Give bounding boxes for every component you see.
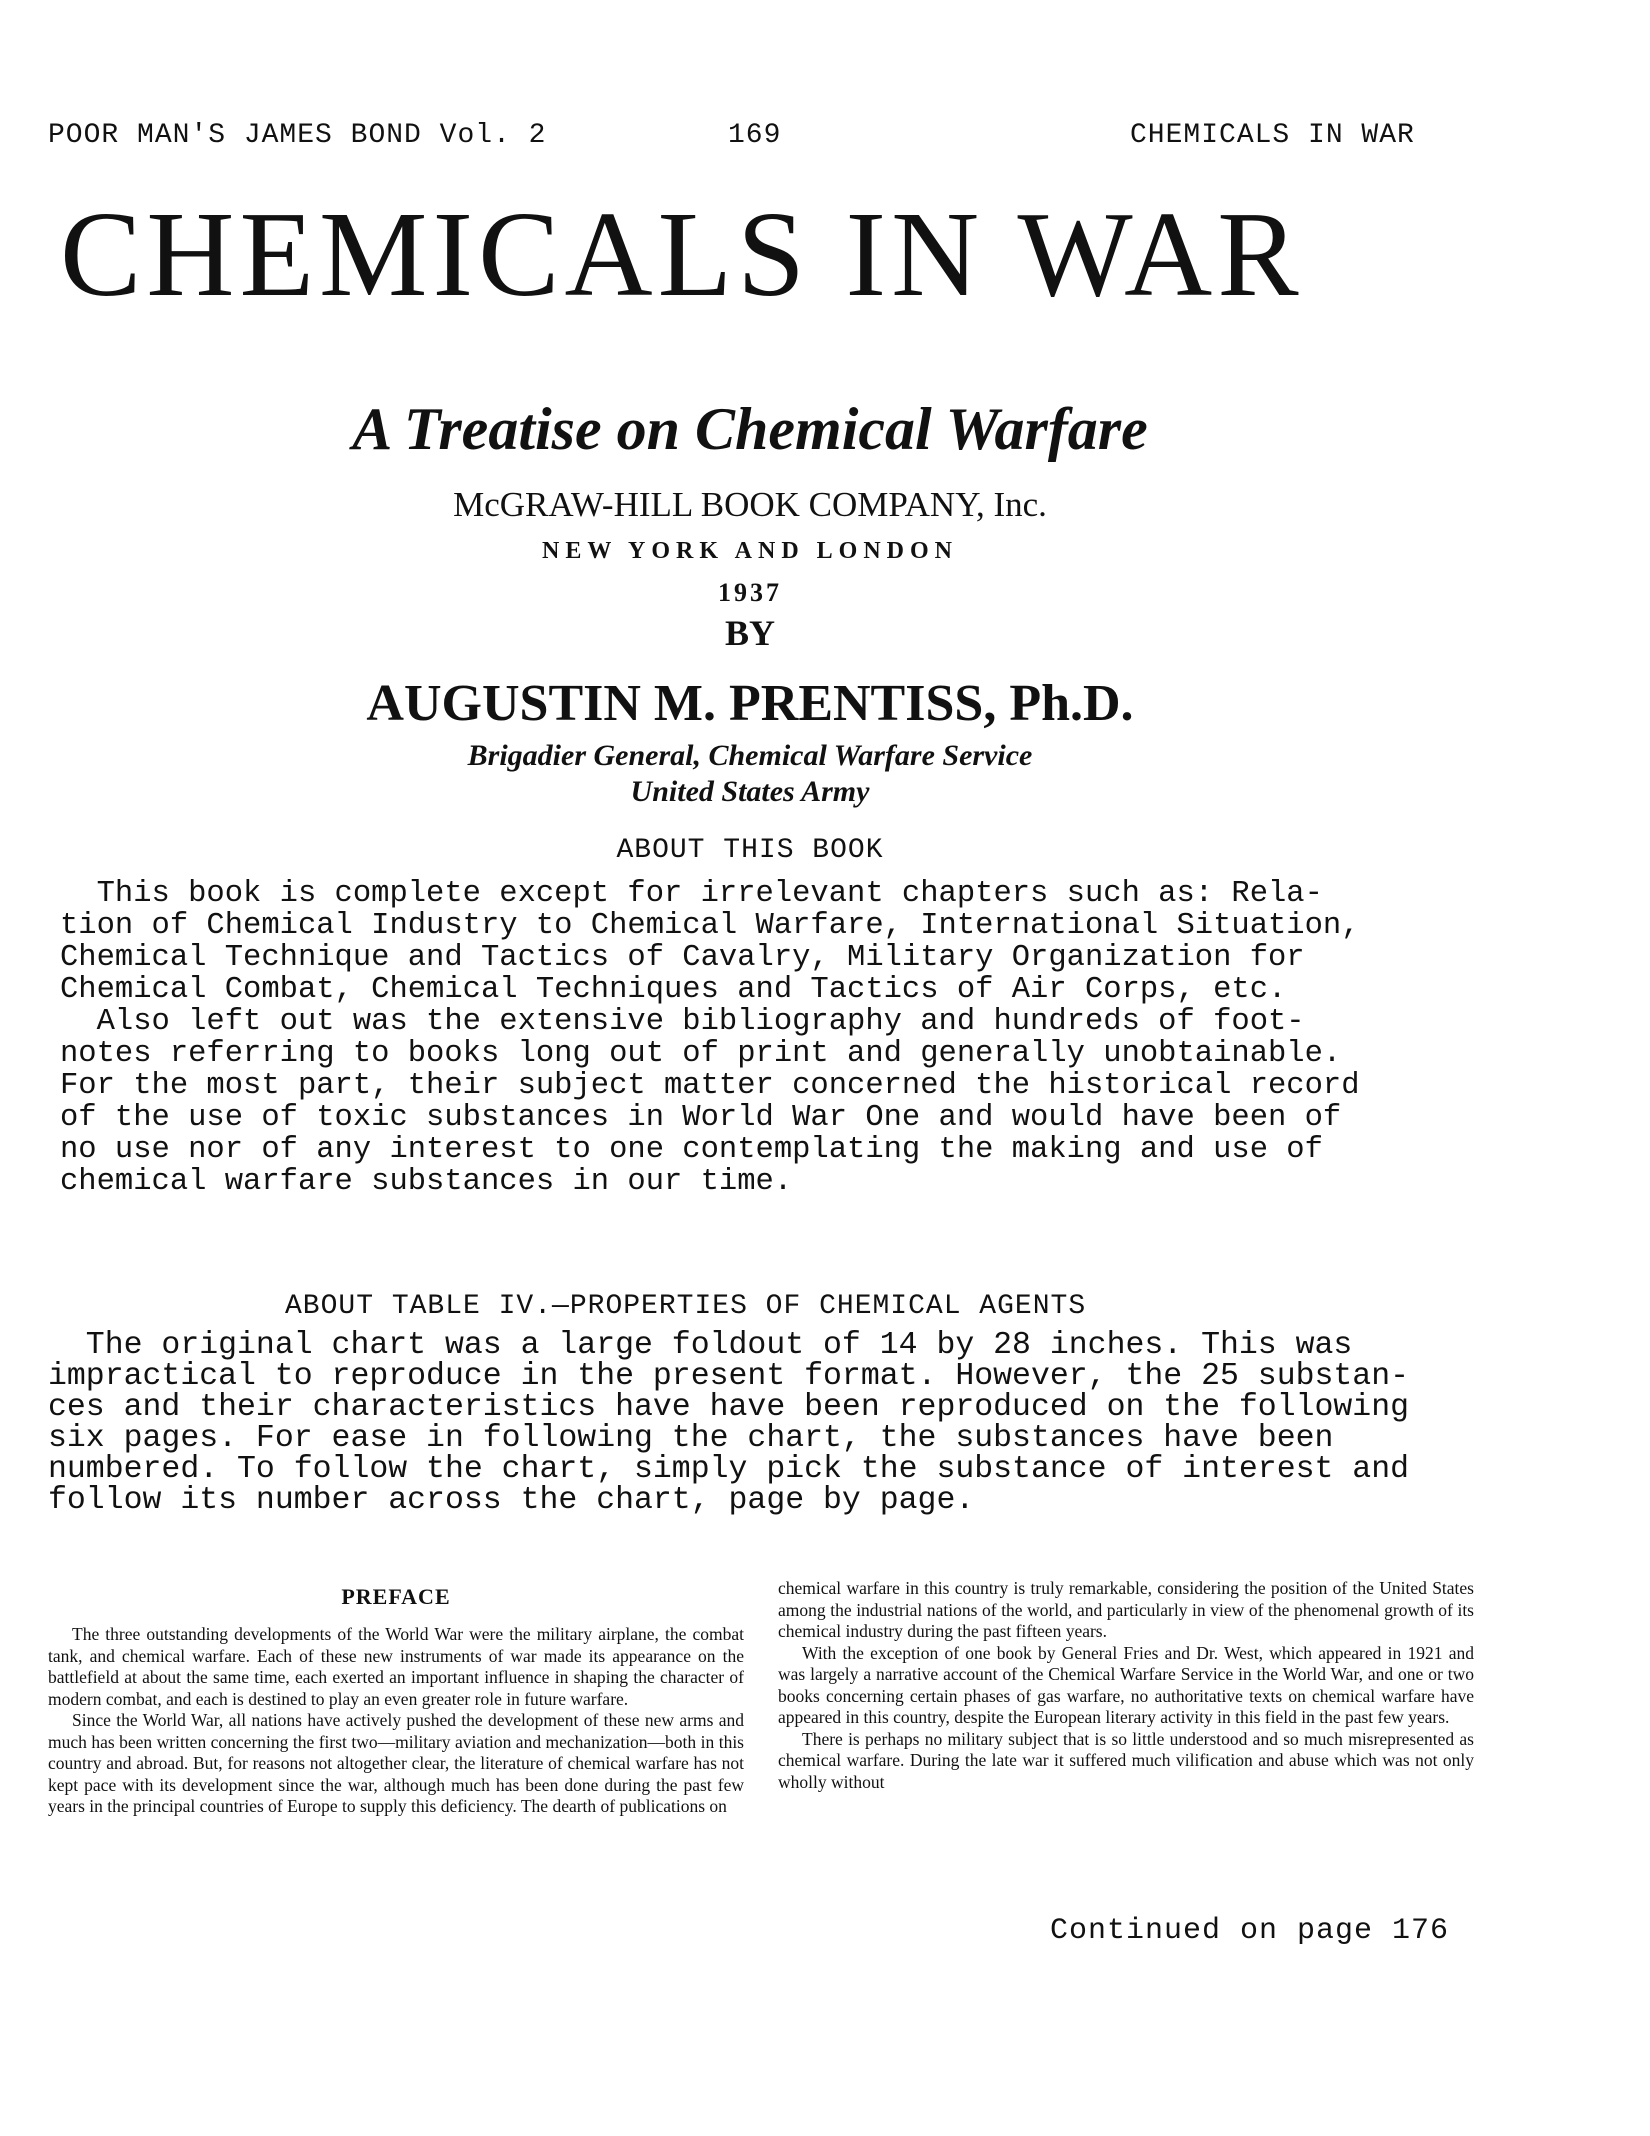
about-book-line: Also left out was the extensive bibliography and hundreds of foot- [60, 1005, 1305, 1039]
publication-year: 1937 [718, 578, 782, 607]
about-book-line: no use nor of any interest to one contemplating the making and use of [60, 1133, 1323, 1167]
continued-note: Continued on page 176 [1050, 1914, 1450, 1948]
publisher: McGRAW-HILL BOOK COMPANY, Inc. [453, 485, 1047, 524]
preface-heading: PREFACE [341, 1584, 451, 1609]
main-title: CHEMICALS IN WAR [60, 187, 1304, 322]
about-book-heading: ABOUT THIS BOOK [616, 835, 884, 866]
running-header-right: CHEMICALS IN WAR [1130, 120, 1415, 151]
preface-paragraph: The three outstanding developments of the World War were the military airplane, the combat tank, and chemical warfare. Each of these new instruments of war made its appearance on the battlefield at about the same time, each exerted an important influence in shaping the character of modern combat, and each is destined to play an even greater role in future warfare. [48, 1624, 744, 1709]
about-book-body [60, 878, 1480, 1198]
about-table-line: six pages. For ease in following the chart, the substances have been [48, 1421, 1334, 1456]
about-book-line: tion of Chemical Industry to Chemical Warfare, International Situation, [60, 909, 1360, 943]
about-table-line: follow its number across the chart, page by page. [48, 1483, 975, 1518]
by-line: BY [724, 613, 775, 653]
about-book-line: Chemical Technique and Tactics of Cavalry, Military Organization for [60, 941, 1305, 975]
author-organization: United States Army [630, 775, 870, 808]
author-rank: Brigadier General, Chemical Warfare Service [467, 739, 1033, 772]
about-book-line: of the use of toxic substances in World War One and would have been of [60, 1101, 1342, 1135]
preface-paragraph: With the exception of one book by General Fries and Dr. West, which appeared in 1921 and was largely a narrative account of the Chemical Warfare Service in the World War, and one or two books concerning certain phases of gas warfare, no authoritative texts on chemical warfare have appeared in this country, despite the European literary activity in this field in the past few years. [778, 1642, 1474, 1727]
about-book-line: This book is complete except for irrelevant chapters such as: Rela- [60, 877, 1323, 911]
about-book-line: Chemical Combat, Chemical Techniques and Tactics of Air Corps, etc. [60, 973, 1287, 1007]
author-name: AUGUSTIN M. PRENTISS, Ph.D. [366, 675, 1134, 732]
preface-paragraph: Since the World War, all nations have actively pushed the development of these new arms and much has been written concerning the first two—military aviation and mechanization—both in this country and abroad. But, for reasons not altogether clear, the literature of chemical warfare has not kept pace with its development since the war, although much has been done during the past few years in the principal countries of Europe to supply this deficiency. The dearth of publications on [48, 1710, 744, 1816]
preface-right-column [778, 1578, 1474, 1793]
about-table-line: ces and their characteristics have have been reproduced on the following [48, 1390, 1410, 1425]
subtitle: A Treatise on Chemical Warfare [352, 396, 1148, 462]
about-table-line: numbered. To follow the chart, simply pick the substance of interest and [48, 1452, 1410, 1487]
preface-left-column [48, 1584, 744, 1818]
about-table-heading: ABOUT TABLE IV.—PROPERTIES OF CHEMICAL AGENTS [285, 1291, 1087, 1322]
preface-paragraph: There is perhaps no military subject that is so little understood and so much misrepresented as chemical warfare. During the late war it suffered much vilification and abuse which was not only wholly without [778, 1728, 1474, 1792]
about-table-body [48, 1330, 1468, 1516]
page-number: 169 [728, 120, 782, 151]
about-table-line: The original chart was a large foldout of 14 by 28 inches. This was [48, 1328, 1353, 1363]
about-book-line: chemical warfare substances in our time. [60, 1165, 793, 1199]
preface-paragraph: chemical warfare in this country is truly remarkable, considering the position of the United States among the industrial nations of the world, and particularly in view of the phenomenal growth of its chemical industry during the past fifteen years. [778, 1578, 1474, 1641]
about-book-line: For the most part, their subject matter concerned the historical record [60, 1069, 1360, 1103]
about-book-line: notes referring to books long out of print and generally unobtainable. [60, 1037, 1342, 1071]
running-header-left: POOR MAN'S JAMES BOND Vol. 2 [48, 120, 547, 151]
about-table-line: impractical to reproduce in the present format. However, the 25 substan- [48, 1359, 1410, 1394]
publication-place: NEW YORK AND LONDON [541, 538, 959, 564]
